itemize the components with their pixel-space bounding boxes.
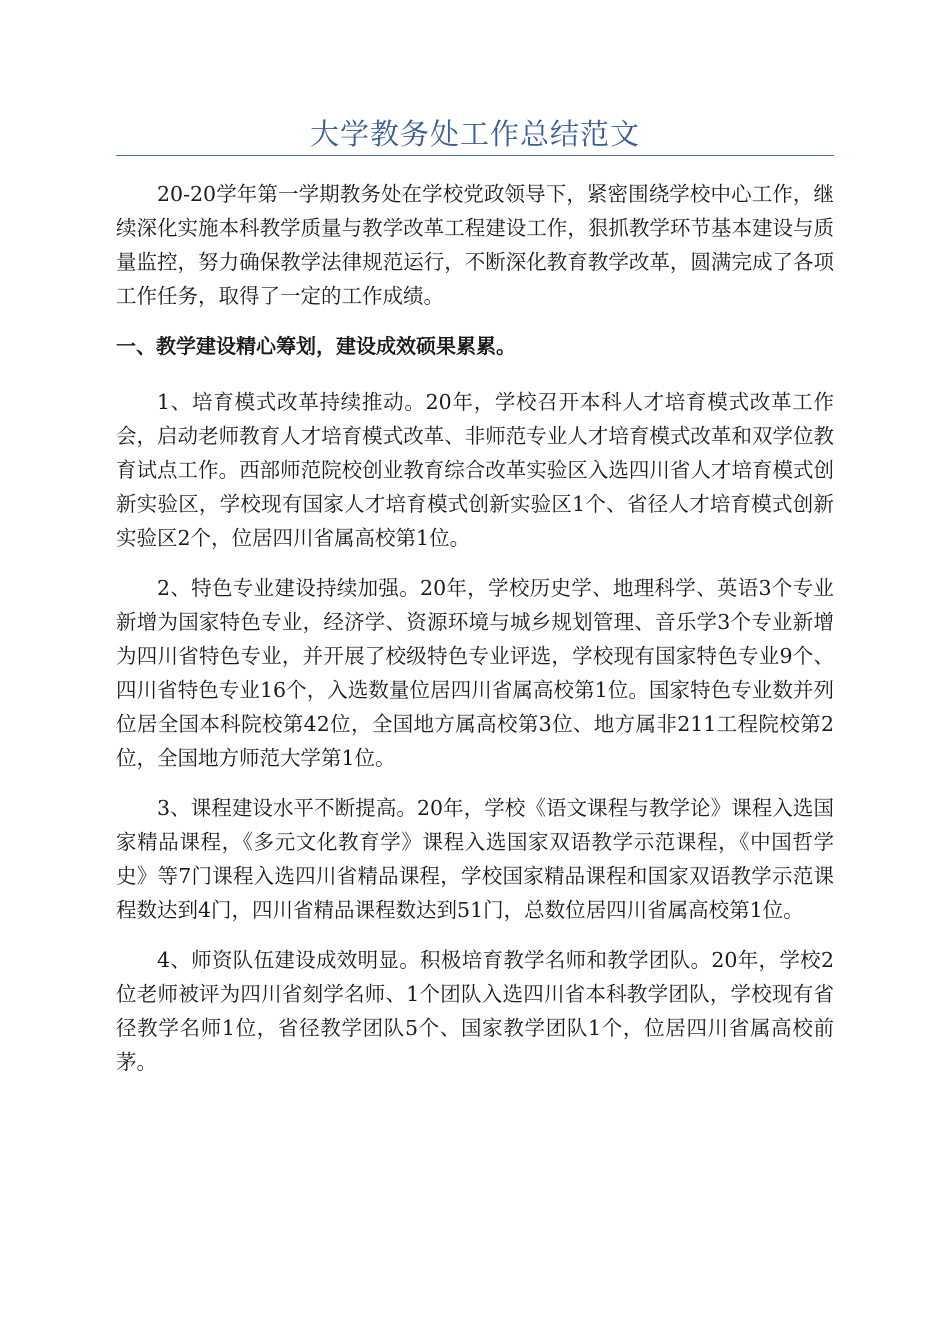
document-body <box>116 177 834 1095</box>
document-title: 大学教务处工作总结范文 <box>309 117 640 151</box>
intro-paragraph: 20-20学年第一学期教务处在学校党政领导下，紧密围绕学校中心工作，继续深化实施本科教学质量与教学改革工程建设工作，狠抓教学环节基本建设与质量监控，努力确保教学法律规范运行，不断深化教育教学改革，圆满完成了各项工作任务，取得了一定的工作成绩。 <box>116 182 834 308</box>
section-heading: 一、教学建设精心筹划，建设成效硕果累累。 <box>116 334 516 358</box>
item-paragraph-3: 3、课程建设水平不断提高。20年，学校《语文课程与教学论》课程入选国家精品课程，《多元文化教育学》课程入选国家双语教学示范课程，《中国哲学史》等7门课程入选四川省精品课程，学校国家精品课程和国家双语教学示范课程数达到4门，四川省精品课程数达到51门，总数位居四川省属高校第1位。 <box>116 796 834 922</box>
item-paragraph-1: 1、培育模式改革持续推动。20年，学校召开本科人才培育模式改革工作会，启动老师教育人才培育模式改革、非师范专业人才培育模式改革和双学位教育试点工作。西部师范院校创业教育综合改革实验区入选四川省人才培育模式创新实验区，学校现有国家人才培育模式创新实验区1个、省径人才培育模式创新实验区2个，位居四川省属高校第1位。 <box>116 390 834 550</box>
item-paragraph-2: 2、特色专业建设持续加强。20年，学校历史学、地理科学、英语3个专业新增为国家特色专业，经济学、资源环境与城乡规划管理、音乐学3个专业新增为四川省特色专业，并开展了校级特色专业评选，学校现有国家特色专业9个、四川省特色专业16个，入选数量位居四川省属高校第1位。国家特色专业数并列位居全国本科院校第42位，全国地方属高校第3位、地方属非211工程院校第2位，全国地方师范大学第1位。 <box>116 576 834 770</box>
item-paragraph-4: 4、师资队伍建设成效明显。积极培育教学名师和教学团队。20年，学校2位老师被评为四川省刻学名师、1个团队入选四川省本科教学团队，学校现有省径教学名师1位，省径教学团队5个、国家教学团队1个，位居四川省属高校前茅。 <box>116 948 834 1074</box>
title-underline <box>116 155 834 156</box>
